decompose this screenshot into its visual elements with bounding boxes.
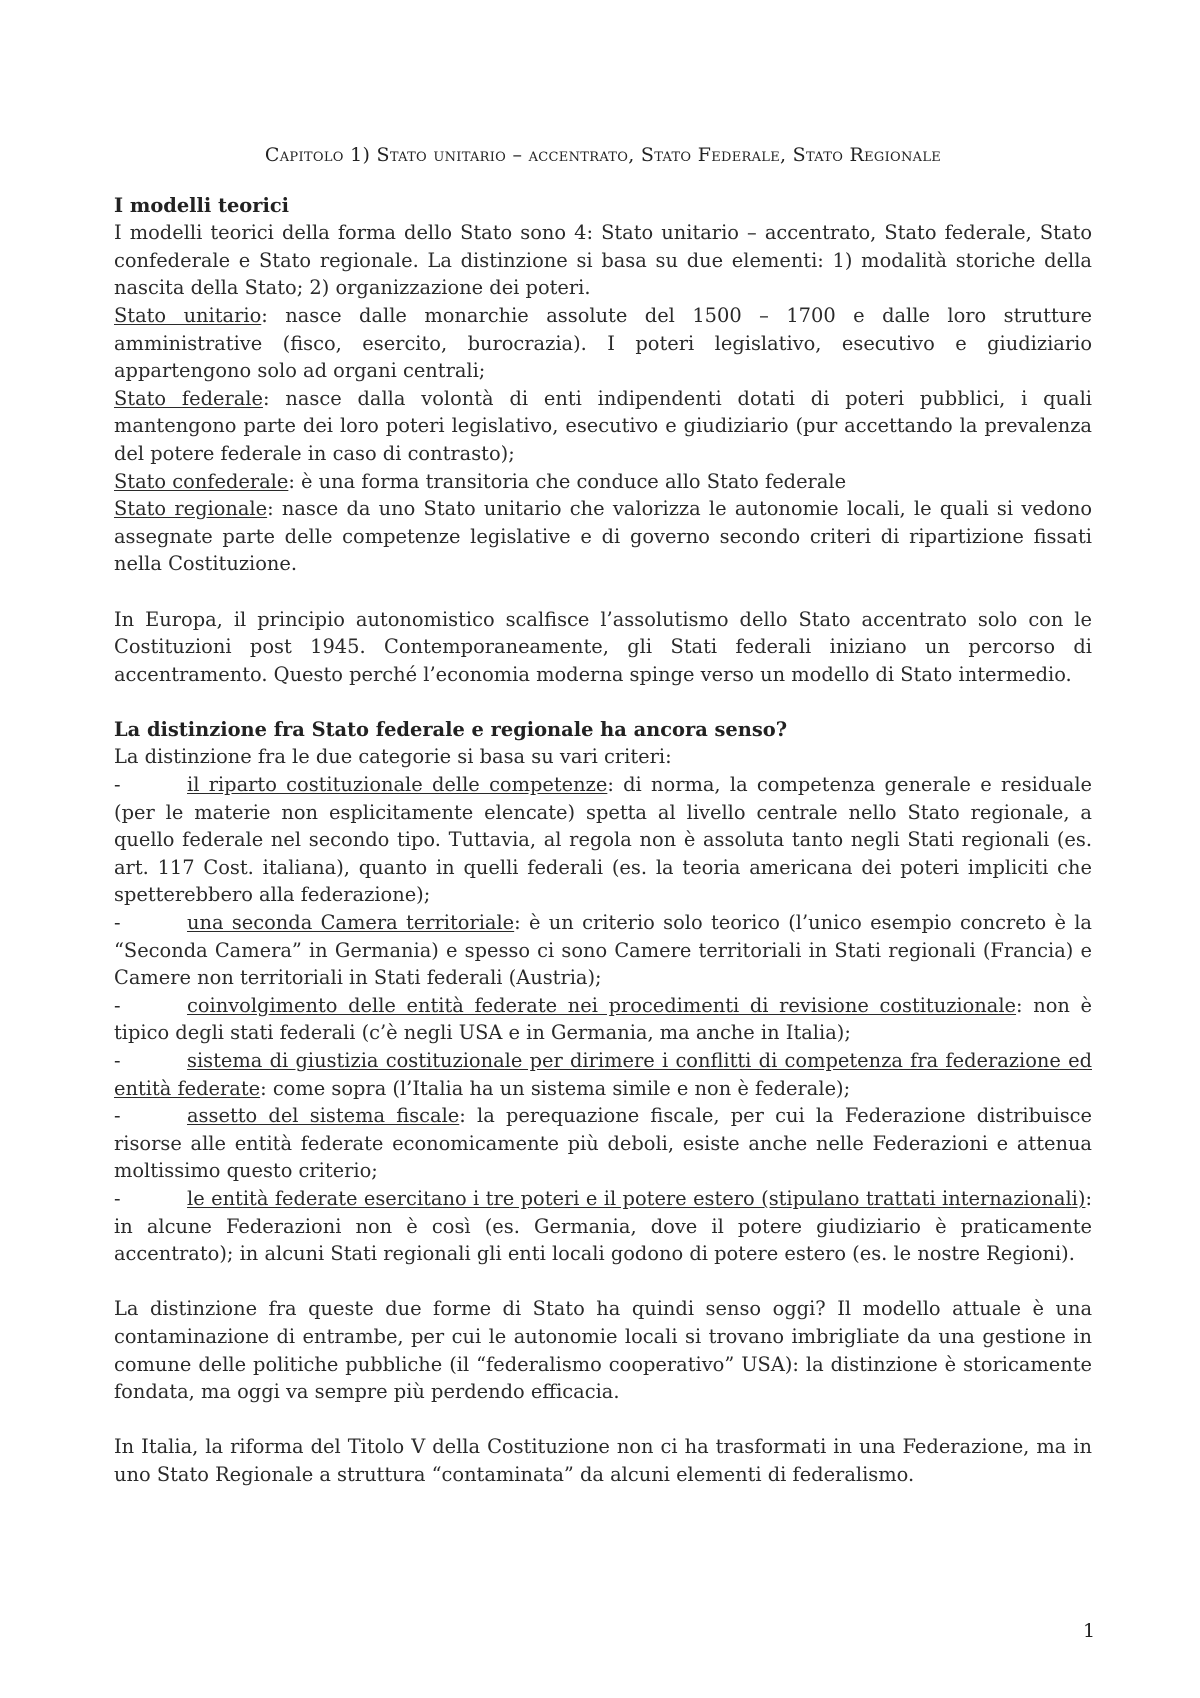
criterion-term: sistema di giustizia costituzionale per dirimere i conflitti di competenza fra federazione ed entità federate <box>114 1049 1092 1100</box>
paragraph-gap <box>114 1268 1092 1296</box>
criterion-text: : in alcune Federazioni non è così (es. Germania, dove il potere giudiziario è praticamente accentrato); in alcuni Stati regionali gli enti locali godono di potere estero (es. le nostre Regioni). <box>114 1186 1092 1266</box>
bullet-dash: - <box>114 1049 121 1072</box>
section-heading-distinzione: La distinzione fra Stato federale e regionale ha ancora senso? <box>114 717 788 741</box>
criterion-text: : come sopra (l’Italia ha un sistema simile e non è federale); <box>260 1076 851 1100</box>
definition-term: Stato unitario <box>114 303 262 327</box>
bullet-dash: - <box>114 993 121 1017</box>
list-item <box>114 1047 1092 1102</box>
page-number: 1 <box>1083 1620 1096 1642</box>
criterion-term: assetto del sistema fiscale <box>187 1104 460 1128</box>
definition-stato-unitario <box>114 302 1092 385</box>
page-content <box>114 142 1092 1489</box>
list-item <box>114 1102 1092 1185</box>
bullet-dash: - <box>114 911 121 935</box>
criterion-term: le entità federate esercitano i tre poteri e il potere estero (stipulano trattati internazionali) <box>187 1186 1086 1210</box>
paragraph-gap <box>114 578 1092 606</box>
list-item <box>114 909 1092 992</box>
definition-term: Stato confederale <box>114 469 289 493</box>
section-heading-modelli: I modelli teorici <box>114 193 289 217</box>
definition-text: : nasce dalla volontà di enti indipendenti dotati di poteri pubblici, i quali mantengono parte dei loro poteri legislativo, esecutivo e giudiziario (pur accettando la prevalenza del potere federale in caso di contrasto); <box>114 386 1092 465</box>
criterion-term: coinvolgimento delle entità federate nei procedimenti di revisione costituzionale <box>187 993 1017 1017</box>
paragraph-criteri-intro: La distinzione fra le due categorie si basa su vari criteri: <box>114 745 672 769</box>
bullet-dash: - <box>114 1104 121 1128</box>
criterion-text: : non è tipico degli stati federali (c’è negli USA e in Germania, ma anche in Italia); <box>114 993 1092 1045</box>
chapter-title: Capitolo 1) Stato unitario – accentrato, Stato Federale, Stato Regionale <box>264 144 942 166</box>
bullet-dash: - <box>114 773 121 797</box>
definition-stato-confederale <box>114 468 1092 496</box>
definition-text: : nasce dalle monarchie assolute del 1500 – 1700 e dalle loro strutture amministrative (fisco, esercito, burocrazia). I poteri legislativo, esecutivo e giudiziario appartengono solo ad organi centrali; <box>114 303 1092 383</box>
criterion-term: il riparto costituzionale delle competenze <box>187 773 608 797</box>
criterion-text: : è un criterio solo teorico (l’unico esempio concreto è la “Seconda Camera” in Germania) e spesso ci sono Camere territoriali in Stati regionali (Francia) e Camere non territoriali in Stati federali (Austria); <box>114 911 1092 990</box>
list-item <box>114 992 1092 1047</box>
paragraph-gap <box>114 1406 1092 1434</box>
definition-stato-regionale <box>114 495 1092 578</box>
definition-stato-federale <box>114 385 1092 468</box>
list-item <box>114 1185 1092 1268</box>
paragraph-gap <box>114 688 1092 716</box>
criterion-term: una seconda Camera territoriale <box>187 911 515 935</box>
definition-term: Stato federale <box>114 386 263 410</box>
criterion-text: : la perequazione fiscale, per cui la Federazione distribuisce risorse alle entità federate economicamente più deboli, esiste anche nelle Federazioni e attenua moltissimo questo criterio; <box>114 1104 1092 1183</box>
definition-term: Stato regionale <box>114 497 268 521</box>
criterion-text: : di norma, la competenza generale e residuale (per le materie non esplicitamente elencate) spetta al livello centrale nello Stato regionale, a quello federale nel secondo tipo. Tuttavia, al regola non è assoluta tanto negli Stati regionali (es. art. 117 Cost. italiana), quanto in quelli federali (es. la teoria americana dei poteri impliciti che spetterebbero alla federazione); <box>114 773 1092 907</box>
list-item <box>114 771 1092 909</box>
definition-text: : nasce da uno Stato unitario che valorizza le autonomie locali, le quali si vedono assegnate parte delle competenze legislative e di governo secondo criteri di ripartizione fissati nella Costituzione. <box>114 497 1092 576</box>
paragraph-italia: In Italia, la riforma del Titolo V della Costituzione non ci ha trasformati in una Federazione, ma in uno Stato Regionale a struttura “contaminata” da alcuni elementi di federalismo. <box>114 1435 1092 1486</box>
bullet-dash: - <box>114 1186 121 1210</box>
paragraph-conclusion: La distinzione fra queste due forme di Stato ha quindi senso oggi? Il modello attuale è una contaminazione di entrambe, per cui le autonomie locali si trovano imbrigliate da una gestione in comune delle politiche pubbliche (il “federalismo cooperativo” USA): la distinzione è storicamente fondata, ma oggi va sempre più perdendo efficacia. <box>114 1297 1092 1404</box>
definition-text: : è una forma transitoria che conduce allo Stato federale <box>288 469 847 493</box>
paragraph-intro: I modelli teorici della forma dello Stato sono 4: Stato unitario – accentrato, Stato federale, Stato confederale e Stato regionale. La distinzione si basa su due elementi: 1) modalità storiche della nascita della Stato; 2) organizzazione dei poteri. <box>114 221 1092 300</box>
paragraph-europa: In Europa, il principio autonomistico scalfisce l’assolutismo dello Stato accentrato solo con le Costituzioni post 1945. Contemporaneamente, gli Stati federali iniziano un percorso di accentramento. Questo perché l’economia moderna spinge verso un modello di Stato intermedio. <box>114 607 1092 686</box>
